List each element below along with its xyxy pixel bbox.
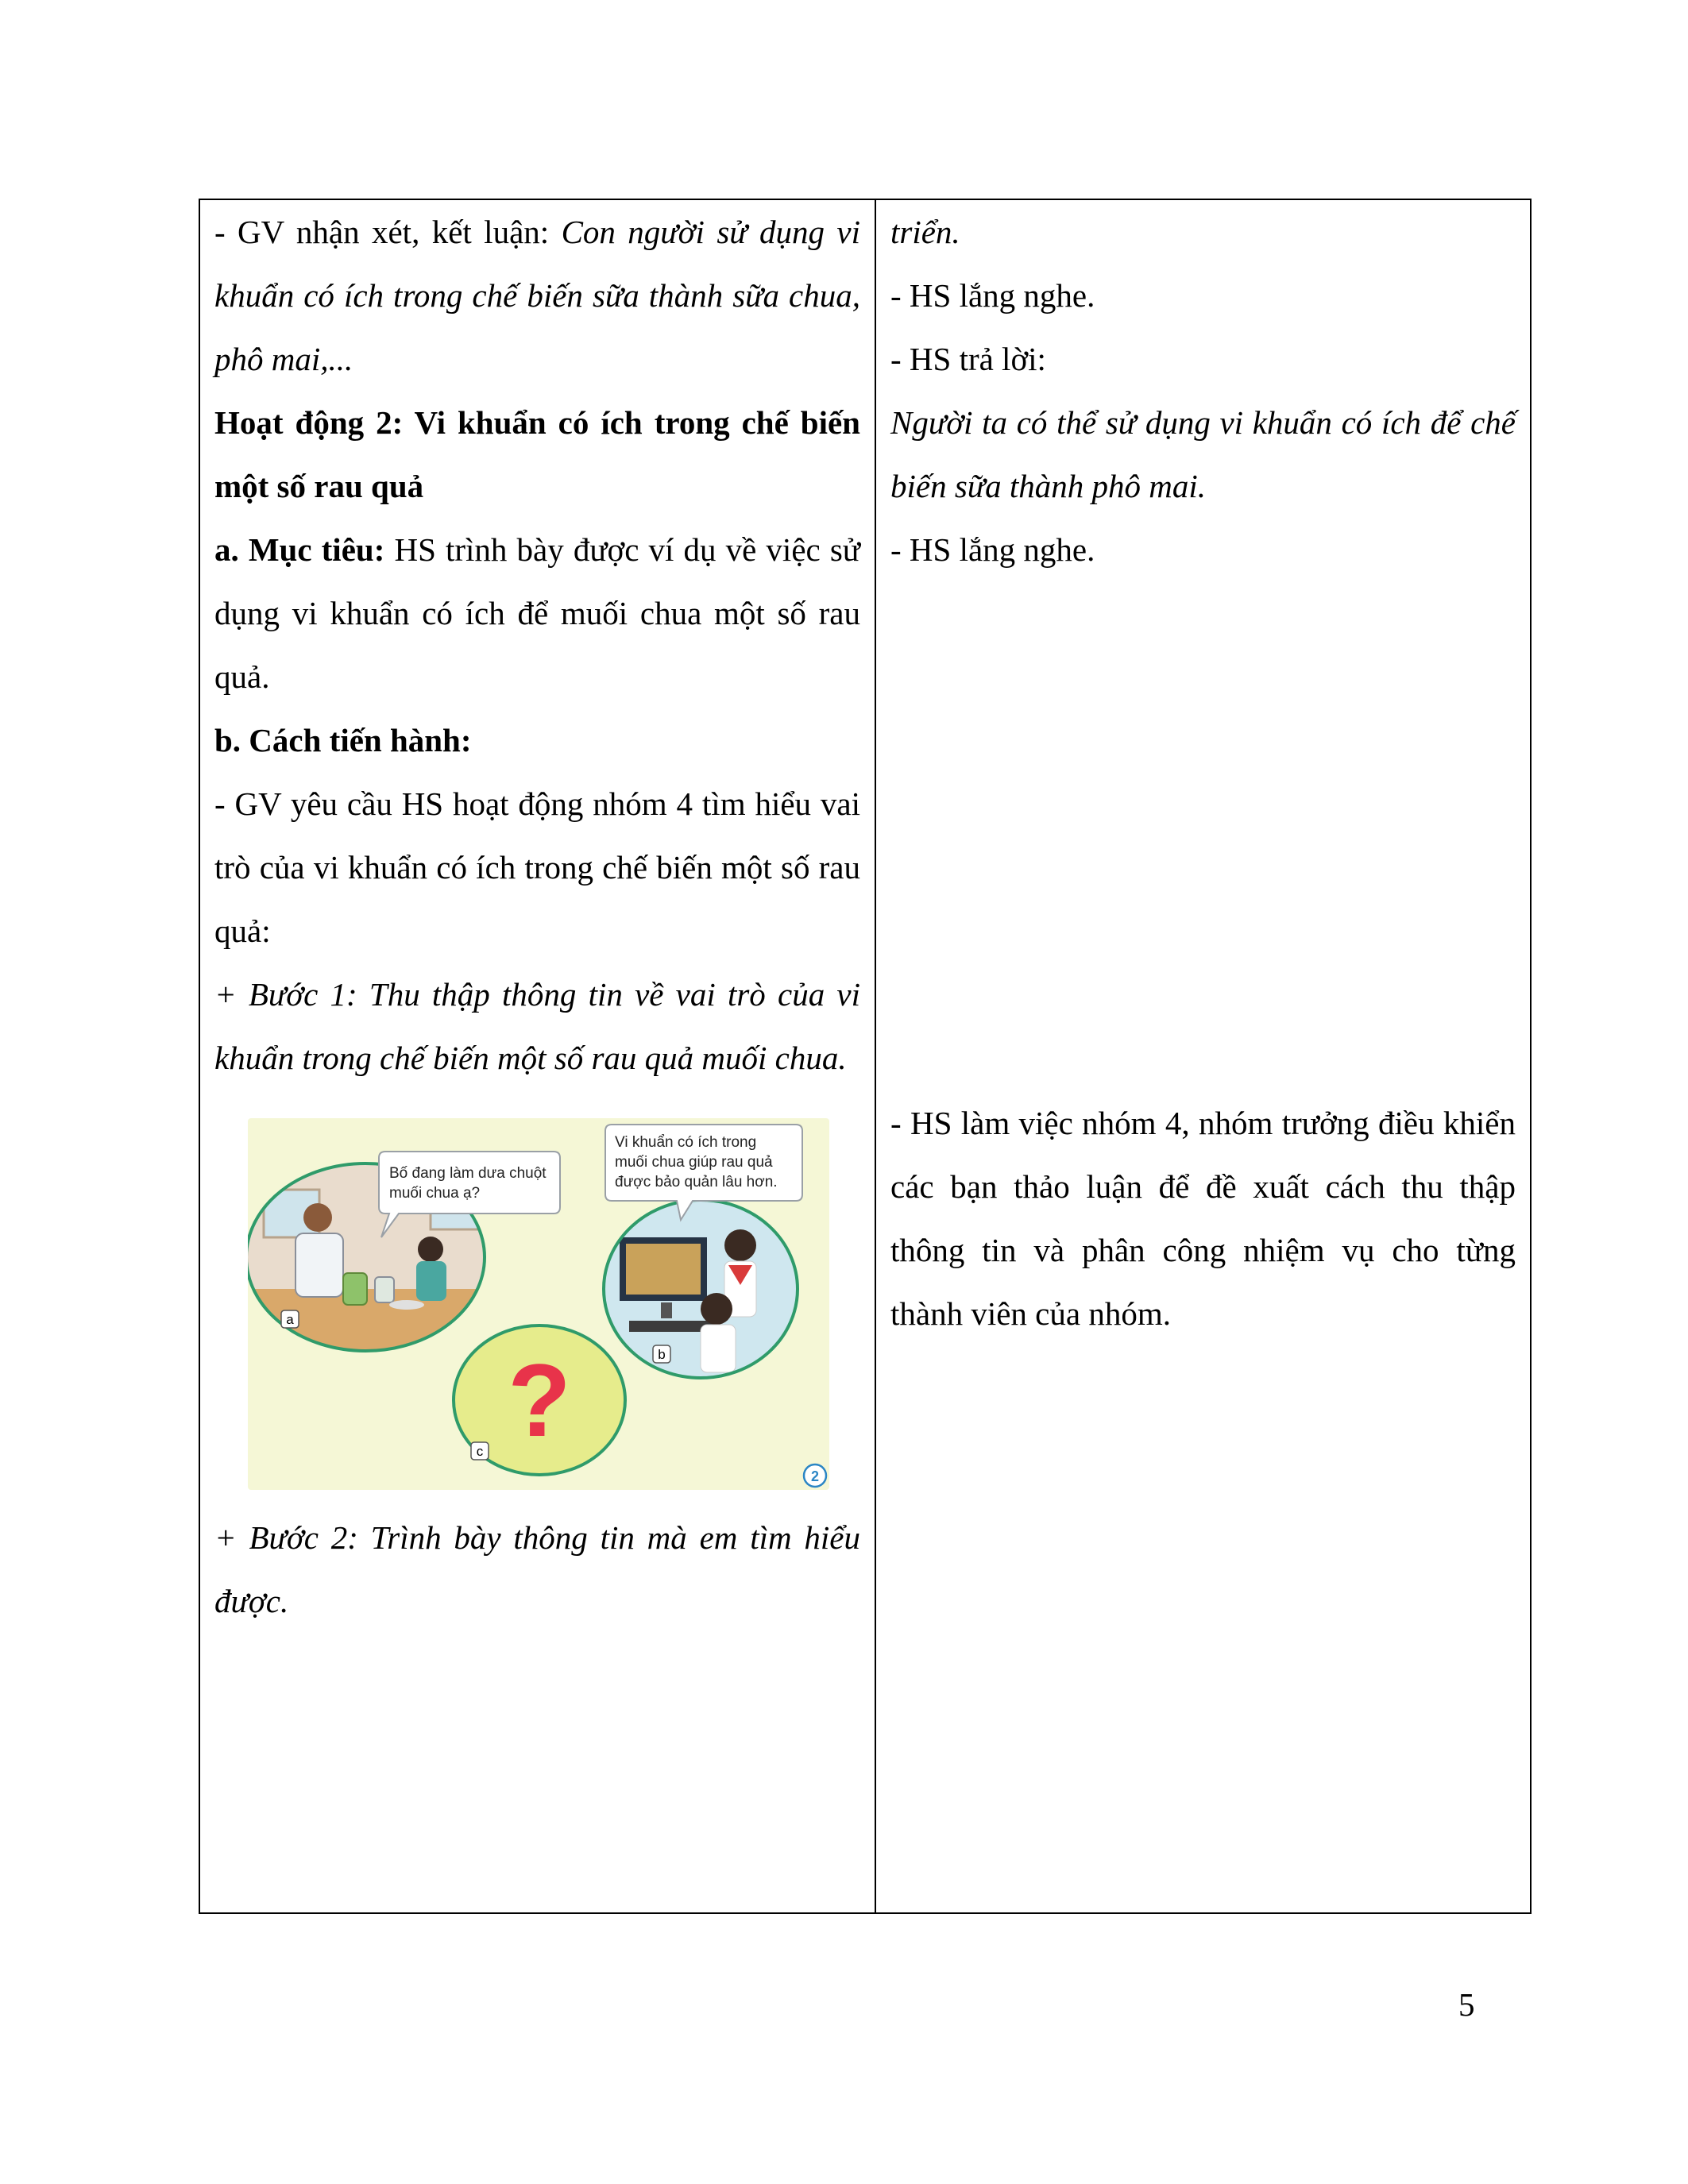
label-b: b (658, 1347, 666, 1362)
illustration (248, 1118, 829, 1490)
page-number: 5 (1458, 1986, 1475, 2023)
figure-number: 2 (810, 1468, 820, 1484)
conclusion-prefix: - GV nhận xét, kết luận: (214, 214, 562, 250)
step-2: + Bước 2: Trình bày thông tin mà em tìm hiểu được. (214, 1519, 860, 1619)
goal-label: a. Mục tiêu: (214, 531, 385, 568)
bubble-a-line-1: Bố đang làm dưa chuột (389, 1165, 547, 1182)
label-c: c (476, 1444, 484, 1459)
step-1: + Bước 1: Thu thập thông tin về vai trò của vi khuẩn trong chế biến một số rau quả muối chua. (214, 976, 860, 1076)
label-a: a (286, 1312, 294, 1327)
student-line-1: triển. (890, 214, 960, 250)
task-paragraph: - GV yêu cầu HS hoạt động nhóm 4 tìm hiểu vai trò của vi khuẩn có ích trong chế biến một số rau quả: (214, 785, 860, 949)
illustration-svg (248, 1118, 829, 1490)
goal-text: HS trình bày được ví dụ về việc sử dụng vi khuẩn có ích để muối chua một số rau quả. (214, 531, 860, 695)
lesson-table (199, 199, 1532, 1914)
bubble-a-line-2: muối chua ạ? (389, 1185, 481, 1202)
student-line-5: - HS lắng nghe. (890, 531, 1095, 568)
bubble-b-line-3: được bảo quản lâu hơn. (615, 1174, 778, 1190)
student-line-3: - HS trả lời: (890, 341, 1046, 377)
bubble-b-line-2: muối chua giúp rau quả (615, 1154, 773, 1171)
scene-b (597, 1198, 804, 1388)
student-line-2: - HS lắng nghe. (890, 277, 1095, 314)
bubble-b-line-1: Vi khuẩn có ích trong (615, 1134, 757, 1151)
conclusion-text: Con người sử dụng vi khuẩn có ích trong chế biến sữa thành sữa chua, phô mai,... (214, 214, 860, 377)
column-gap (890, 581, 1516, 1091)
activity-heading: Hoạt động 2: Vi khuẩn có ích trong chế biến một số rau quả (214, 404, 860, 504)
student-answer: Người ta có thể sử dụng vi khuẩn có ích để chế biến sữa thành phô mai. (890, 404, 1516, 504)
student-column (876, 200, 1530, 1912)
method-heading: b. Cách tiến hành: (214, 722, 472, 758)
teacher-column (200, 200, 876, 1912)
goal-paragraph (214, 518, 860, 708)
student-group-work: - HS làm việc nhóm 4, nhóm trưởng điều khiển các bạn thảo luận để đề xuất cách thu thập thông tin và phân công nhiệm vụ cho từng thành viên của nhóm. (890, 1105, 1516, 1332)
teacher-conclusion (214, 200, 860, 391)
question-mark: ? (508, 1342, 571, 1458)
